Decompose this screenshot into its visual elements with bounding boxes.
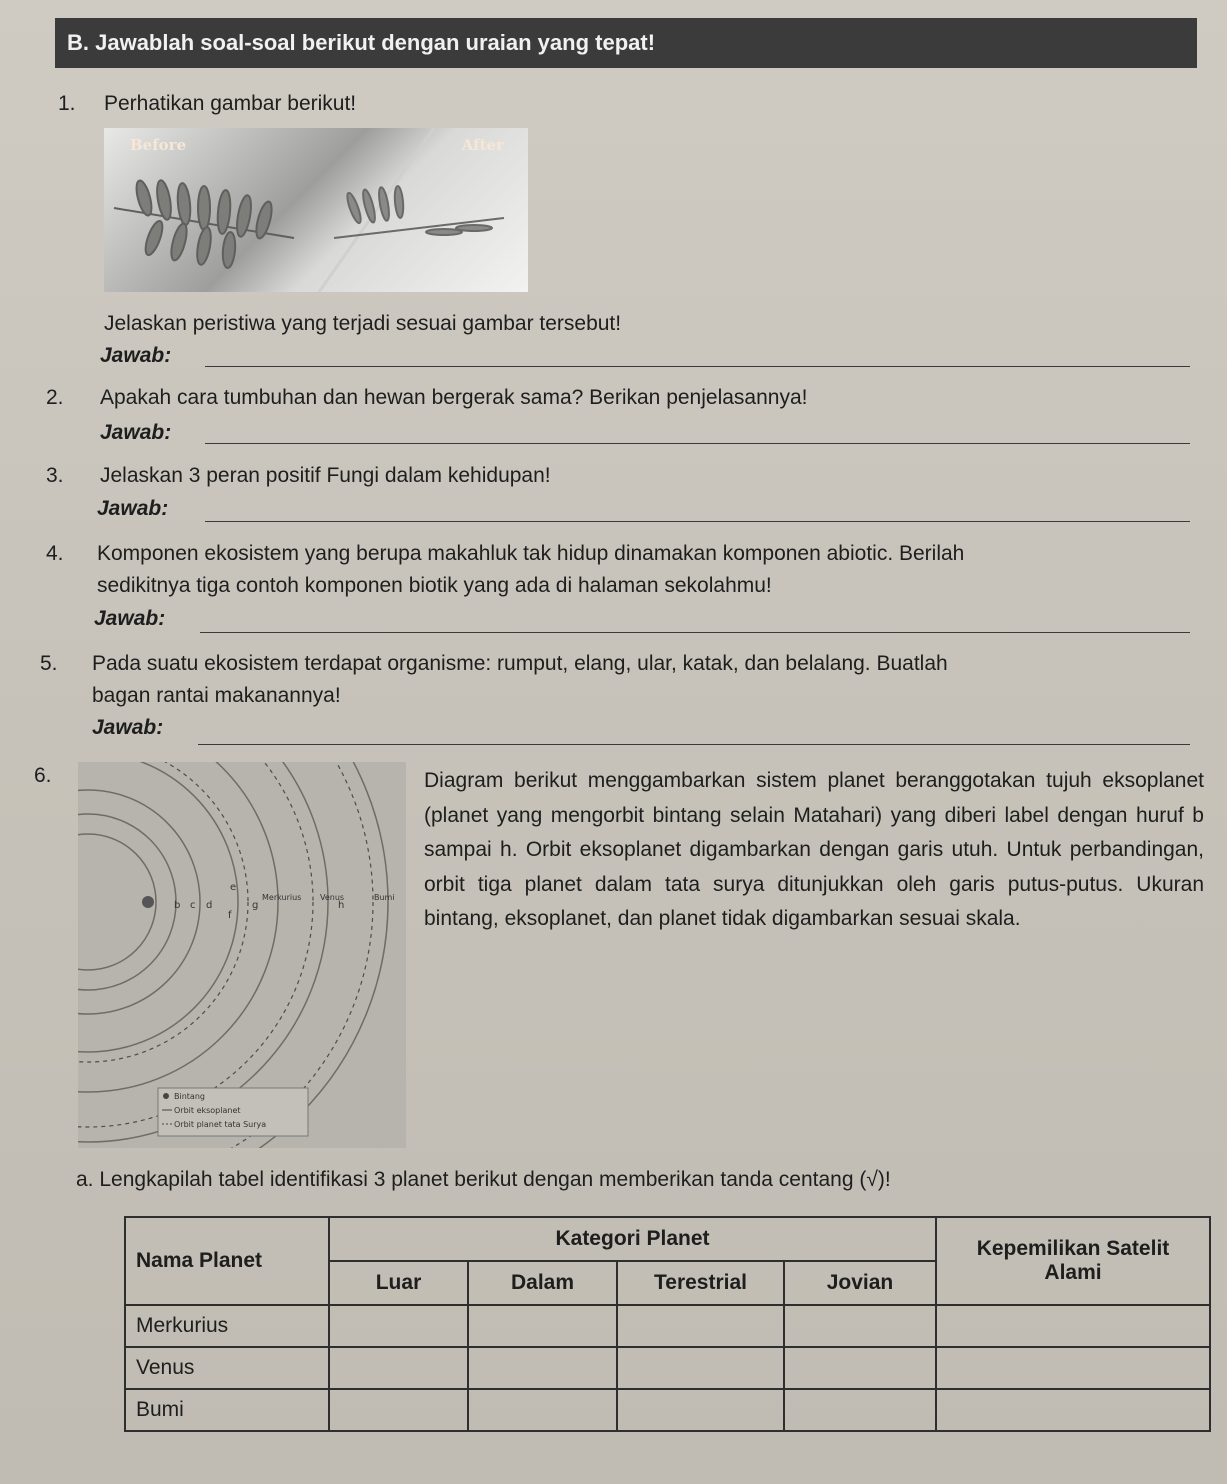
orbit-f xyxy=(78,762,278,1092)
header-terestrial: Terestrial xyxy=(617,1261,784,1305)
cell-checkbox[interactable] xyxy=(329,1305,468,1347)
legend-exoplanet-orbit: Orbit eksoplanet xyxy=(174,1106,241,1115)
q2-number: 2. xyxy=(46,386,64,409)
exoplanet-label-h: h xyxy=(338,900,345,911)
cell-checkbox[interactable] xyxy=(784,1347,936,1389)
q5-answer-label: Jawab: xyxy=(92,716,164,739)
q4-answer-line[interactable] xyxy=(200,632,1190,633)
plant-photo xyxy=(104,128,528,292)
planet-label-bumi: Bumi xyxy=(374,893,395,902)
orbit-d xyxy=(78,790,200,1014)
q4-text-line1: Komponen ekosistem yang berupa makahluk tak hidup dinamakan komponen abiotic. Berilah xyxy=(97,542,965,565)
q5-text-line1: Pada suatu ekosistem terdapat organisme: rumput, elang, ular, katak, dan belalang. Buatlah xyxy=(92,652,948,675)
cell-checkbox[interactable] xyxy=(468,1389,617,1431)
header-kategori-planet: Kategori Planet xyxy=(329,1217,936,1261)
q6-paragraph: Diagram berikut menggambarkan sistem planet beranggotakan tujuh eksoplanet (planet yang mengorbit bintang selain Matahari) yang diberi label dengan huruf b sampai h. Orbit eksoplanet digambarkan dengan garis utuh. Untuk perbandingan, orbit tiga planet dalam tata surya ditunjukkan oleh garis putus-putus. Ukuran bintang, eksoplanet, dan planet tidak digambarkan sesuai skala. xyxy=(424,769,1204,930)
cell-checkbox[interactable] xyxy=(936,1305,1210,1347)
q3-number: 3. xyxy=(46,464,64,487)
planet-label-merkurius: Merkurius xyxy=(262,893,302,902)
cell-checkbox[interactable] xyxy=(468,1305,617,1347)
header-jovian: Jovian xyxy=(784,1261,936,1305)
q6a-instruction: a. Lengkapilah tabel identifikasi 3 planet berikut dengan memberikan tanda centang (√)! xyxy=(76,1168,891,1191)
q4-number: 4. xyxy=(46,542,64,565)
cell-checkbox[interactable] xyxy=(329,1389,468,1431)
q5-answer-line[interactable] xyxy=(198,744,1190,745)
cell-checkbox[interactable] xyxy=(936,1389,1210,1431)
table-row xyxy=(125,1305,1210,1347)
q2-answer-line[interactable] xyxy=(205,443,1190,444)
q3-text: Jelaskan 3 peran positif Fungi dalam kehidupan! xyxy=(100,464,551,487)
cell-checkbox[interactable] xyxy=(936,1347,1210,1389)
q1-number: 1. xyxy=(58,92,76,115)
row-merkurius: Merkurius xyxy=(125,1305,329,1347)
section-header: B. Jawablah soal-soal berikut dengan uraian yang tepat! xyxy=(55,18,1197,68)
diagram-legend xyxy=(158,1088,308,1136)
row-venus: Venus xyxy=(125,1347,329,1389)
leaf-before xyxy=(114,179,294,268)
planet-identification-table xyxy=(124,1216,1211,1432)
leaf-after xyxy=(334,186,504,238)
q1-instruction: Jelaskan peristiwa yang terjadi sesuai gambar tersebut! xyxy=(104,312,622,335)
photo-before-label: Before xyxy=(130,136,187,154)
q1-answer-label: Jawab: xyxy=(100,344,172,367)
q1-text: Perhatikan gambar berikut! xyxy=(104,92,357,115)
orbit-venus xyxy=(78,762,313,1127)
legend-solar-orbit: Orbit planet tata Surya xyxy=(174,1120,267,1129)
exoplanet-label-d: d xyxy=(206,900,213,911)
q3-answer-line[interactable] xyxy=(205,521,1190,522)
exoplanet-label-g: g xyxy=(252,900,259,911)
mimosa-leaves-illustration xyxy=(104,128,528,292)
cell-checkbox[interactable] xyxy=(784,1389,936,1431)
table-row xyxy=(125,1347,1210,1389)
q4-answer-label: Jawab: xyxy=(94,607,166,630)
exoplanet-diagram xyxy=(78,762,406,1148)
header-dalam: Dalam xyxy=(468,1261,617,1305)
cell-checkbox[interactable] xyxy=(617,1347,784,1389)
orbit-diagram-svg xyxy=(78,762,406,1148)
header-kepemilikan-satelit: Kepemilikan Satelit Alami xyxy=(936,1217,1210,1305)
orbit-merkurius xyxy=(78,762,248,1062)
q6-number: 6. xyxy=(34,764,52,787)
photo-after-label: After xyxy=(461,136,504,154)
exoplanet-label-e: e xyxy=(230,882,237,893)
q3-answer-label: Jawab: xyxy=(97,497,169,520)
exoplanet-label-f: f xyxy=(228,910,232,921)
cell-checkbox[interactable] xyxy=(617,1389,784,1431)
q2-text: Apakah cara tumbuhan dan hewan bergerak sama? Berikan penjelasannya! xyxy=(100,386,808,409)
orbit-e xyxy=(78,762,238,1052)
planet-label-venus: Venus xyxy=(320,893,345,902)
q5-number: 5. xyxy=(40,652,58,675)
table-row xyxy=(125,1389,1210,1431)
cell-checkbox[interactable] xyxy=(468,1347,617,1389)
exoplanet-label-b: b xyxy=(174,900,181,911)
q2-answer-label: Jawab: xyxy=(100,421,172,444)
orbit-c xyxy=(78,814,176,990)
cell-checkbox[interactable] xyxy=(617,1305,784,1347)
cell-checkbox[interactable] xyxy=(784,1305,936,1347)
exoplanet-label-c: c xyxy=(190,900,196,911)
row-bumi: Bumi xyxy=(125,1389,329,1431)
cell-checkbox[interactable] xyxy=(329,1347,468,1389)
q1-answer-line[interactable] xyxy=(205,366,1190,367)
star-marker xyxy=(142,896,154,908)
header-luar: Luar xyxy=(329,1261,468,1305)
legend-star: Bintang xyxy=(174,1092,205,1101)
q5-text-line2: bagan rantai makanannya! xyxy=(92,684,341,707)
q4-text-line2: sedikitnya tiga contoh komponen biotik yang ada di halaman sekolahmu! xyxy=(97,574,772,597)
header-nama-planet: Nama Planet xyxy=(125,1217,329,1305)
